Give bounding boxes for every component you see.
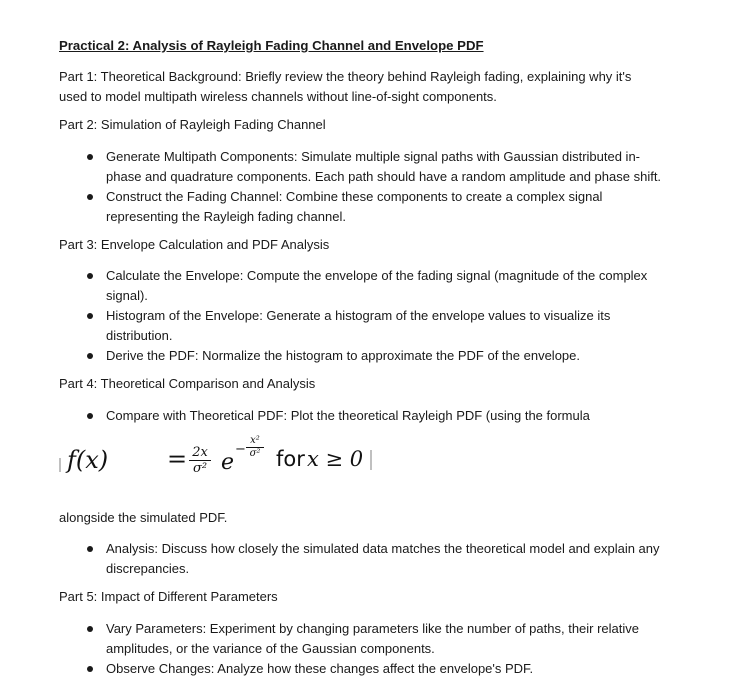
list-item: Analysis: Discuss how closely the simulated data matches the theoretical model and explain any discrepancies. bbox=[0, 539, 700, 578]
bullet-icon bbox=[87, 413, 93, 419]
bullet-icon bbox=[87, 194, 93, 200]
list-item: Histogram of the Envelope: Generate a histogram of the envelope values to visualize its distribution. bbox=[0, 306, 700, 345]
part5-list bbox=[0, 619, 700, 679]
list-item: Construct the Fading Channel: Combine these components to create a complex signal representing the Rayleigh fading channel. bbox=[0, 187, 700, 226]
crop-mark bbox=[370, 450, 372, 470]
bullet-icon bbox=[87, 546, 93, 552]
formula-coefficient: 2x σ² bbox=[189, 446, 211, 475]
bullet-icon bbox=[87, 313, 93, 319]
part4-list-after bbox=[0, 539, 700, 578]
part5-heading: Part 5: Impact of Different Parameters bbox=[59, 589, 278, 604]
bullet-icon bbox=[87, 273, 93, 279]
list-item: Derive the PDF: Normalize the histogram to approximate the PDF of the envelope. bbox=[0, 346, 700, 366]
bullet-icon bbox=[87, 154, 93, 160]
list-item: Calculate the Envelope: Compute the envelope of the fading signal (magnitude of the complex signal). bbox=[0, 266, 700, 305]
rayleigh-pdf-formula bbox=[58, 436, 378, 488]
formula-lhs: f(x) bbox=[67, 446, 109, 474]
after-formula-text: alongside the simulated PDF. bbox=[59, 510, 228, 525]
part4-heading: Part 4: Theoretical Comparison and Analysis bbox=[59, 376, 316, 391]
list-item: Observe Changes: Analyze how these changes affect the envelope's PDF. bbox=[0, 659, 700, 679]
bullet-icon bbox=[87, 626, 93, 632]
part1-line2: used to model multipath wireless channels without line-of-sight components. bbox=[59, 88, 497, 104]
formula-exponent: x² σ² bbox=[246, 436, 264, 459]
bullet-icon bbox=[87, 353, 93, 359]
crop-mark bbox=[59, 458, 61, 472]
formula-base: e bbox=[221, 450, 235, 475]
part3-heading: Part 3: Envelope Calculation and PDF Analysis bbox=[59, 237, 330, 252]
list-item: Compare with Theoretical PDF: Plot the theoretical Rayleigh PDF (using the formula bbox=[0, 406, 700, 426]
part3-list bbox=[0, 266, 700, 366]
list-item: Vary Parameters: Experiment by changing parameters like the number of paths, their relative amplitudes, or the variance of the Gaussian components. bbox=[0, 619, 700, 658]
formula-exp-sign: − bbox=[235, 442, 246, 457]
part1-line1: Part 1: Theoretical Background: Briefly review the theory behind Rayleigh fading, explaining why it's bbox=[59, 69, 632, 84]
part1-paragraph bbox=[59, 67, 699, 106]
part2-heading: Part 2: Simulation of Rayleigh Fading Channel bbox=[59, 117, 326, 132]
document-title: Practical 2: Analysis of Rayleigh Fading Channel and Envelope PDF bbox=[59, 38, 484, 53]
part2-list bbox=[0, 147, 700, 226]
formula-for: for bbox=[276, 447, 305, 471]
formula-equals: = bbox=[167, 445, 188, 473]
formula-condition: x ≥ 0 bbox=[307, 447, 364, 471]
list-item: Generate Multipath Components: Simulate multiple signal paths with Gaussian distributed in- phase and quadrature components. Each path should have a random amplitude and phase shift. bbox=[0, 147, 700, 186]
bullet-icon bbox=[87, 666, 93, 672]
part4-list bbox=[0, 406, 700, 426]
